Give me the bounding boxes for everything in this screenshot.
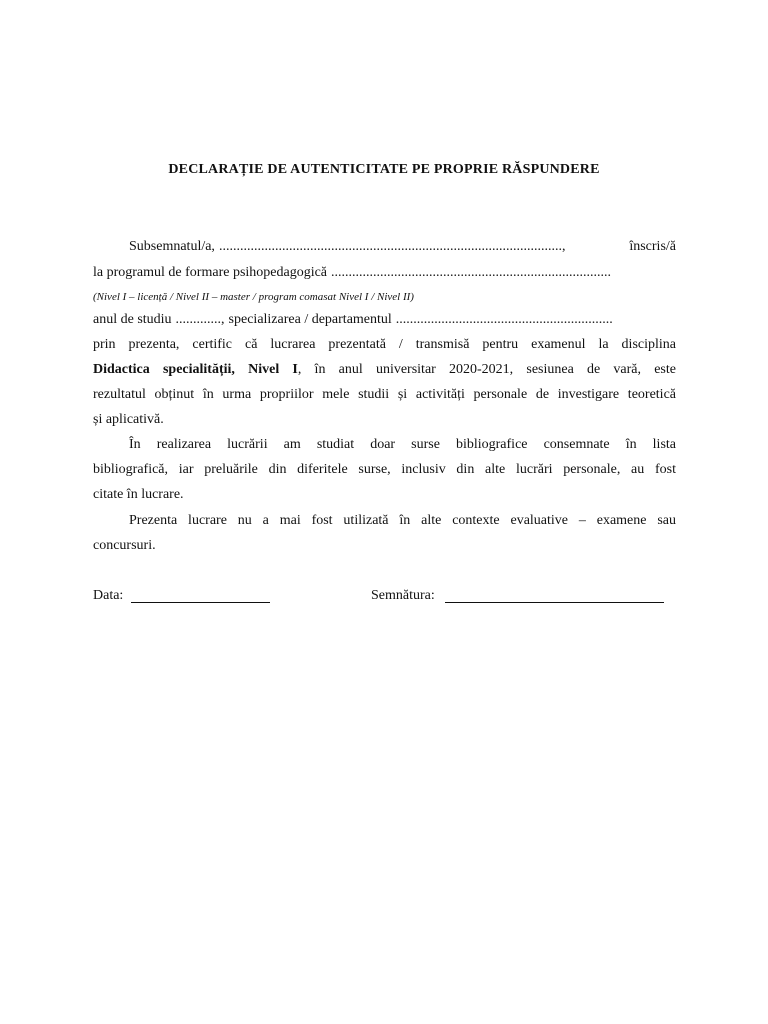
para1-line3: rezultatul obținut în urma propriilor mele studii și activități personale de investigare teoretică <box>93 387 676 402</box>
document-title: DECLARAȚIE DE AUTENTICITATE PE PROPRIE RĂSPUNDERE <box>168 162 600 177</box>
signature-label: Semnătura: <box>371 588 435 603</box>
para3-line1: Prezenta lucrare nu a mai fost utilizată în alte contexte evaluative – examene sau <box>129 513 676 528</box>
line-study-year <box>93 311 676 329</box>
para1-line2 <box>93 361 676 379</box>
line-program <box>93 264 676 282</box>
program-label: la programul de formare psihopedagogică <box>93 265 328 280</box>
signature-field[interactable] <box>445 602 664 603</box>
level-note: (Nivel I – licență / Nivel II – master / program comasat Nivel I / Nivel II) <box>93 291 414 303</box>
specialization-blank[interactable]: .............................................................. <box>395 312 613 327</box>
name-blank[interactable]: .................................................................................................., <box>218 239 566 254</box>
program-blank[interactable]: ................................................................................ <box>331 265 612 280</box>
inscris-label: înscris/ă <box>629 239 676 254</box>
para3-line2: concursuri. <box>93 538 156 553</box>
para1-line2-rest: , în anul universitar 2020-2021, sesiunea de vară, este <box>297 362 676 377</box>
specialization-label: specializarea / departamentul <box>228 312 392 327</box>
para2-line1: În realizarea lucrării am studiat doar surse bibliografice consemnate în lista <box>129 437 676 452</box>
date-label: Data: <box>93 588 124 603</box>
para2-line2: bibliografică, iar preluările din diferitele surse, inclusiv din alte lucrări personale, au fost <box>93 462 676 477</box>
para2-line3: citate în lucrare. <box>93 487 184 502</box>
subsemnatul-label: Subsemnatul/a, <box>129 239 215 254</box>
para1-line1: prin prezenta, certific că lucrarea prezentată / transmisă pentru examenul la disciplina <box>93 337 676 352</box>
line-subsemnatul <box>93 238 676 256</box>
study-year-label: anul de studiu <box>93 312 172 327</box>
date-field[interactable] <box>131 602 270 603</box>
course-name: Didactica specialității, Nivel I <box>93 362 298 377</box>
study-year-blank[interactable]: ............., <box>175 312 225 327</box>
para1-line4: și aplicativă. <box>93 412 164 427</box>
